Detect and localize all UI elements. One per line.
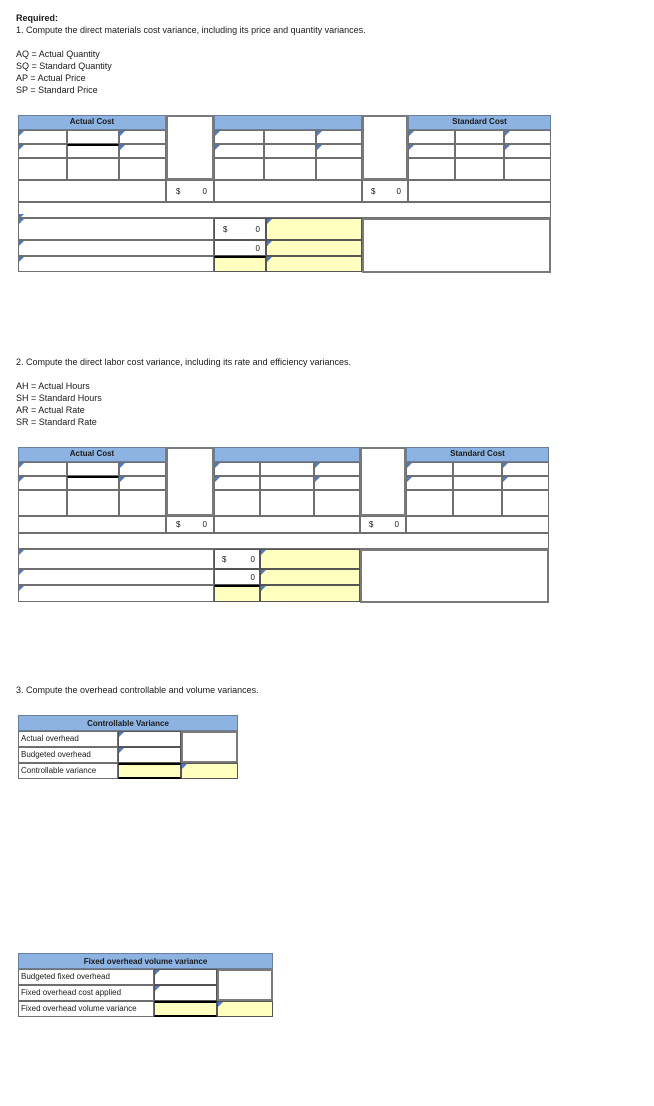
q1-variance-label-1[interactable] — [18, 218, 214, 240]
q1-aq-mid-value[interactable] — [214, 144, 264, 158]
q2-variance-blank — [360, 549, 549, 603]
q1-standard-cost-header: Standard Cost — [408, 115, 551, 130]
q1-def-sp: SP = Standard Price — [16, 85, 98, 95]
q2-sr-value[interactable] — [502, 476, 549, 490]
actual-overhead-input[interactable] — [118, 731, 181, 747]
q1-aq-value[interactable] — [18, 144, 67, 158]
q2-blank-e — [260, 490, 314, 516]
q1-blank-c — [119, 158, 166, 180]
q2-variance-type-1[interactable] — [260, 549, 360, 569]
q2-blank-a — [18, 490, 67, 516]
q1-blank-d — [214, 158, 264, 180]
budgeted-fixed-overhead-input[interactable] — [154, 969, 217, 985]
q2-actual-cost-header: Actual Cost — [18, 447, 166, 462]
required-label: Required: — [16, 13, 59, 23]
q1-blank-g — [408, 158, 455, 180]
q2-variance-amount-1[interactable] — [214, 549, 260, 569]
q2-variance-type-3[interactable] — [260, 585, 360, 602]
q1-standard-total-value: 0 — [396, 187, 401, 196]
q1-blank-e — [264, 158, 316, 180]
q2-blank-f — [314, 490, 360, 516]
q2-blank-b — [67, 490, 119, 516]
q2-def-sr: SR = Standard Rate — [16, 417, 97, 427]
q1-variance-label-3[interactable] — [18, 256, 214, 272]
q1-x-value[interactable] — [67, 144, 119, 158]
q1-standard-total — [362, 180, 408, 202]
q2-total-label — [18, 516, 166, 533]
q1-standard-currency: $ — [371, 187, 376, 196]
q2-def-ar: AR = Actual Rate — [16, 405, 85, 415]
q2-blank-g — [406, 490, 453, 516]
q1-actual-currency: $ — [176, 187, 181, 196]
q1-times-cell[interactable] — [67, 130, 119, 144]
q1-def-sq: SQ = Standard Quantity — [16, 61, 112, 71]
q1-blank-a — [18, 158, 67, 180]
q1-variance-blank — [362, 218, 551, 273]
q1-spacer-right — [362, 115, 408, 180]
q1-aq-input[interactable] — [18, 130, 67, 144]
q2-def-sh: SH = Standard Hours — [16, 393, 102, 403]
q1-variance-type-3[interactable] — [266, 256, 362, 272]
q1-sp-value[interactable] — [504, 144, 551, 158]
q2-variance-label-2[interactable] — [18, 569, 214, 585]
q2-middle-header — [214, 447, 360, 462]
q2-actual-currency: $ — [176, 520, 181, 529]
q1-variance-value-2: 0 — [255, 244, 260, 253]
q2-standard-cost-header: Standard Cost — [406, 447, 549, 462]
q1-heading: 1. Compute the direct materials cost variance, including its price and quantity variances. — [16, 25, 366, 35]
q1-variance-amount-1[interactable] — [214, 218, 266, 240]
q2-standard-total-value: 0 — [394, 520, 399, 529]
q3-heading: 3. Compute the overhead controllable and volume variances. — [16, 685, 259, 695]
q2-blank-d — [214, 490, 260, 516]
q2-ah-value[interactable] — [18, 476, 67, 490]
q2-standard-total — [360, 516, 406, 533]
q2-ar-input[interactable] — [119, 462, 166, 476]
q1-def-ap: AP = Actual Price — [16, 73, 86, 83]
q1-variance-type-2[interactable] — [266, 240, 362, 256]
q2-total-mid — [214, 516, 360, 533]
q2-sr-mid-value[interactable] — [314, 476, 360, 490]
q2-variance-value-2: 0 — [250, 573, 255, 582]
q2-ah-mid-input[interactable] — [214, 462, 260, 476]
q2-times-std[interactable] — [453, 462, 502, 476]
q2-def-ah: AH = Actual Hours — [16, 381, 90, 391]
q2-variance-label-1[interactable] — [18, 549, 214, 569]
q2-sr-input[interactable] — [502, 462, 549, 476]
q2-variance-type-2[interactable] — [260, 569, 360, 585]
q2-ah-mid-value[interactable] — [214, 476, 260, 490]
q1-spacer-left — [166, 115, 214, 180]
q1-sq-value[interactable] — [408, 144, 455, 158]
q2-blank-c — [119, 490, 166, 516]
fixed-overhead-applied-label: Fixed overhead cost applied — [18, 985, 154, 1001]
q2-ah-input[interactable] — [18, 462, 67, 476]
q2-heading: 2. Compute the direct labor cost variance, including its rate and efficiency variances. — [16, 357, 352, 367]
q2-standard-currency: $ — [369, 520, 374, 529]
q1-blank-b — [67, 158, 119, 180]
q2-x-std-value[interactable] — [453, 476, 502, 490]
q2-variance-value-1: 0 — [250, 555, 255, 564]
q1-variance-amount-2[interactable] — [214, 240, 266, 256]
q1-ap-input[interactable] — [119, 130, 166, 144]
q2-spacer-left — [166, 447, 214, 516]
volume-variance-header: Fixed overhead volume variance — [18, 953, 273, 969]
q1-variance-label-2[interactable] — [18, 240, 214, 256]
q2-variance-label-3[interactable] — [18, 585, 214, 602]
q1-def-aq: AQ = Actual Quantity — [16, 49, 100, 59]
controllable-variance-amount[interactable] — [118, 763, 181, 779]
q1-blank-i — [504, 158, 551, 180]
budgeted-fixed-overhead-label: Budgeted fixed overhead — [18, 969, 154, 985]
q2-times-cell[interactable] — [67, 462, 119, 476]
q1-blank-h — [455, 158, 504, 180]
q1-total-label — [18, 180, 166, 202]
q1-sp-mid-value[interactable] — [316, 144, 362, 158]
q1-ap-value[interactable] — [119, 144, 166, 158]
q2-variance-currency: $ — [222, 555, 227, 564]
q1-x-std-value[interactable] — [455, 144, 504, 158]
volume-blank — [217, 969, 273, 1001]
q2-total-right — [406, 516, 549, 533]
q1-sp-mid-input[interactable] — [316, 130, 362, 144]
q2-spacer-right — [360, 447, 406, 516]
controllable-variance-header: Controllable Variance — [18, 715, 238, 731]
q2-times-mid[interactable] — [260, 462, 314, 476]
q1-sp-input[interactable] — [504, 130, 551, 144]
q2-actual-total — [166, 516, 214, 533]
q2-separator — [18, 533, 549, 549]
controllable-blank — [181, 731, 238, 763]
q1-actual-cost-header: Actual Cost — [18, 115, 166, 130]
q2-sh-input[interactable] — [406, 462, 453, 476]
q1-middle-header — [214, 115, 362, 130]
q1-sq-input[interactable] — [408, 130, 455, 144]
volume-variance-label: Fixed overhead volume variance — [18, 1001, 154, 1017]
budgeted-overhead-label: Budgeted overhead — [18, 747, 118, 763]
budgeted-overhead-input[interactable] — [118, 747, 181, 763]
q2-sh-value[interactable] — [406, 476, 453, 490]
q1-actual-total-value: 0 — [202, 187, 207, 196]
q1-variance-type-1[interactable] — [266, 218, 362, 240]
q1-separator — [18, 202, 551, 218]
q2-ar-value[interactable] — [119, 476, 166, 490]
q1-aq-mid-input[interactable] — [214, 130, 264, 144]
volume-variance-amount[interactable] — [154, 1001, 217, 1017]
q1-times-std[interactable] — [455, 130, 504, 144]
q1-variance-amount-3[interactable] — [214, 256, 266, 272]
fixed-overhead-applied-input[interactable] — [154, 985, 217, 1001]
actual-overhead-label: Actual overhead — [18, 731, 118, 747]
q1-total-right — [408, 180, 551, 202]
q2-variance-amount-3[interactable] — [214, 585, 260, 602]
volume-variance-type[interactable] — [217, 1001, 273, 1017]
controllable-variance-type[interactable] — [181, 763, 238, 779]
q1-blank-f — [316, 158, 362, 180]
q2-variance-amount-2[interactable] — [214, 569, 260, 585]
q2-x-value[interactable] — [67, 476, 119, 490]
q1-total-mid — [214, 180, 362, 202]
q2-actual-total-value: 0 — [202, 520, 207, 529]
q1-variance-value-1: 0 — [255, 225, 260, 234]
q2-sr-mid-input[interactable] — [314, 462, 360, 476]
q1-variance-currency: $ — [223, 225, 228, 234]
controllable-variance-label: Controllable variance — [18, 763, 118, 779]
q1-x-mid-value[interactable] — [264, 144, 316, 158]
q1-actual-total — [166, 180, 214, 202]
q2-blank-i — [502, 490, 549, 516]
q2-x-mid-value[interactable] — [260, 476, 314, 490]
q1-times-mid[interactable] — [264, 130, 316, 144]
q2-blank-h — [453, 490, 502, 516]
